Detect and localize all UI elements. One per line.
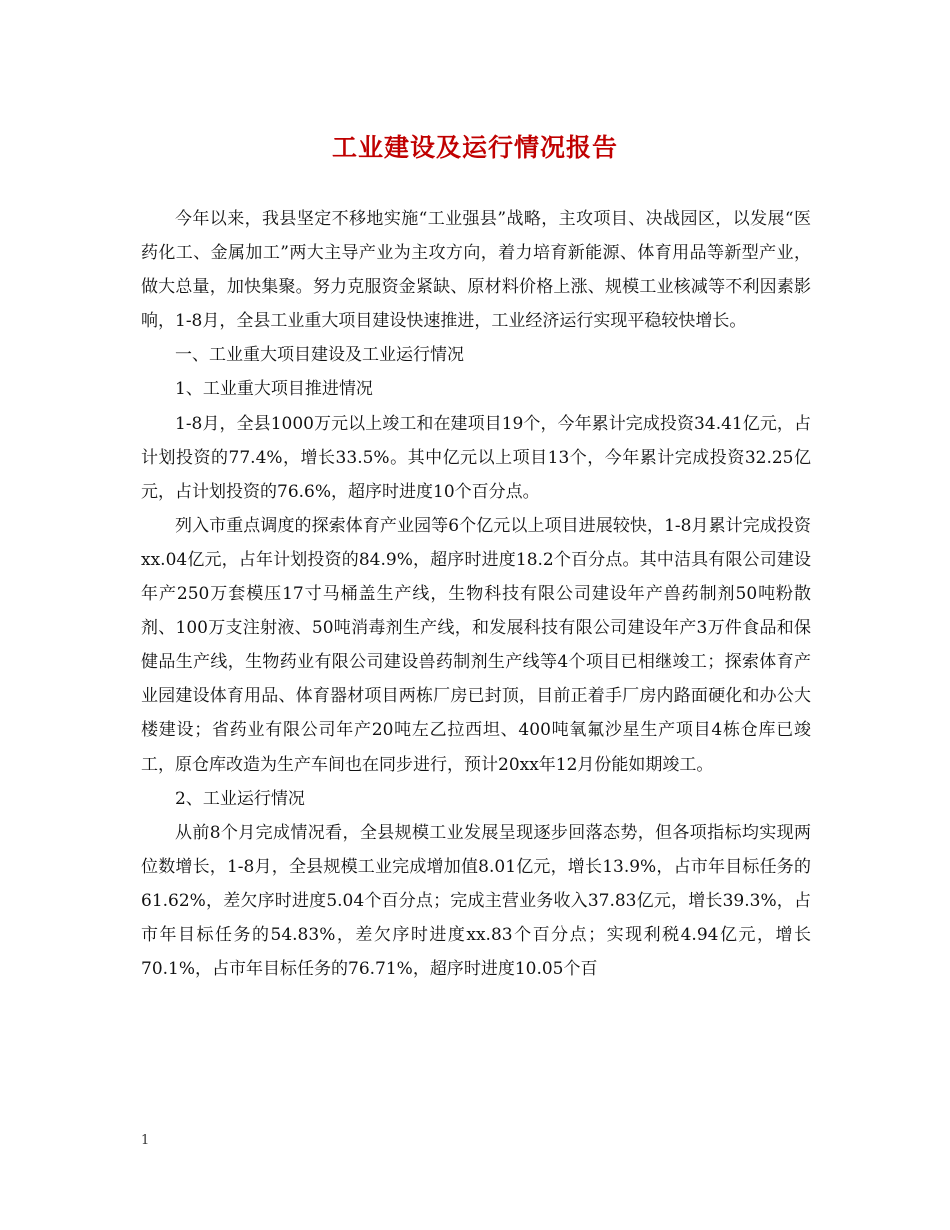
document-body: [141, 202, 811, 986]
subsection-heading-1: 1、工业重大项目推进情况: [175, 379, 373, 400]
paragraph-key-projects: 列入市重点调度的探索体育产业园等6个亿元以上项目进展较快，1-8月累计完成投资xx.04亿元，占年计划投资的84.9%，超序时进度18.2个百分点。其中洁具有限公司建设年产250万套模压17寸马桶盖生产线，生物科技有限公司建设年产兽药制剂50吨粉散剂、100万支注射液、50吨消毒剂生产线，和发展科技有限公司建设年产3万件食品和保健品生产线，生物药业有限公司建设兽药制剂生产线等4个项目已相继竣工；探索体育产业园建设体育用品、体育器材项目两栋厂房已封顶，目前正着手厂房内路面硬化和办公大楼建设；省药业有限公司年产20吨左乙拉西坦、400吨氧氟沙星生产项目4栋仓库已竣工，原仓库改造为生产车间也在同步进行，预计20xx年12月份能如期竣工。: [141, 515, 811, 775]
paragraph-operation: 从前8个月完成情况看，全县规模工业发展呈现逐步回落态势，但各项指标均实现两位数增长，1-8月，全县规模工业完成增加值8.01亿元，增长13.9%，占市年目标任务的61.62%，差欠序时进度5.04个百分点；完成主营业务收入37.83亿元，增长39.3%，占市年目标任务的54.83%，差欠序时进度xx.83个百分点；实现利税4.94亿元，增长70.1%，占市年目标任务的76.71%，超序时进度10.05个百: [141, 822, 811, 980]
paragraph-investment: 1-8月，全县1000万元以上竣工和在建项目19个，今年累计完成投资34.41亿元，占计划投资的77.4%，增长33.5%。其中亿元以上项目13个，今年累计完成投资32.25亿元，占计划投资的76.6%，超序时进度10个百分点。: [141, 413, 811, 502]
subsection-heading-2: 2、工业运行情况: [175, 788, 305, 809]
page-title: 工业建设及运行情况报告: [331, 133, 618, 162]
page-number: 1: [141, 1133, 150, 1148]
section-heading-1: 一、工业重大项目建设及工业运行情况: [175, 345, 464, 366]
paragraph-intro: 今年以来，我县坚定不移地实施“工业强县”战略，主攻项目、决战园区，以发展“医药化工、金属加工”两大主导产业为主攻方向，着力培育新能源、体育用品等新型产业，做大总量，加快集聚。努力克服资金紧缺、原材料价格上涨、规模工业核减等不利因素影响，1-8月，全县工业重大项目建设快速推进，工业经济运行实现平稳较快增长。: [141, 209, 811, 332]
